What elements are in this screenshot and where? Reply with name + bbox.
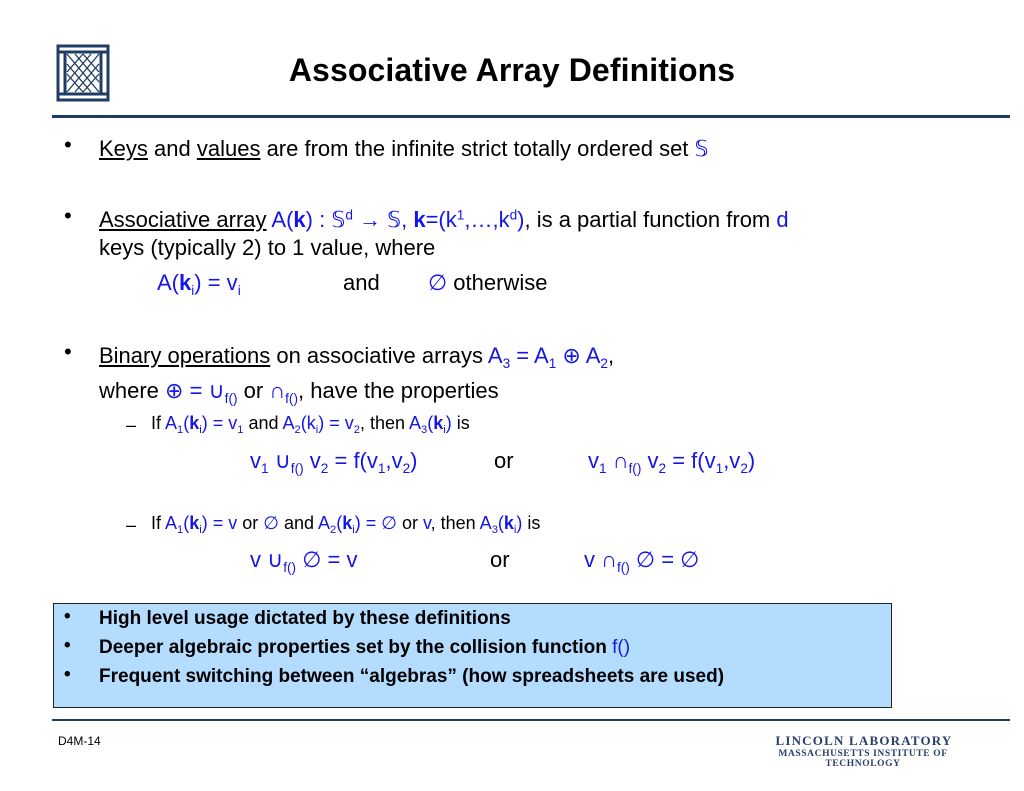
summary-item: Frequent switching between “algebras” (how spreadsheets are used) <box>99 666 725 687</box>
bullet: • <box>64 339 72 364</box>
mit-logo-text: MASSACHUSETTS INSTITUTE OF TECHNOLOGY <box>778 749 948 769</box>
associative-array-term: Associative array <box>99 207 267 232</box>
binary-operations-term: Binary operations <box>99 343 271 368</box>
collision-function: f() <box>612 637 631 658</box>
sub-bullet-dash: – <box>126 515 137 535</box>
summary-item: High level usage dictated by these definitions <box>99 608 511 629</box>
bullet: • <box>64 203 72 228</box>
sub-bullet-dash: – <box>126 415 137 435</box>
bullet: • <box>64 132 72 157</box>
title-divider <box>52 115 1010 118</box>
summary-bullet: • <box>64 606 71 627</box>
slide-code: D4M-14 <box>58 734 101 748</box>
bullet-associative-array: Associative array A(k) : 𝕊$^d$ → 𝕊, $k=(k^1,\dots,k^d)$, is a partial function from d <box>99 207 789 232</box>
summary-item: Deeper algebraic properties set by the collision function f() <box>99 637 631 658</box>
sub-bullet-condition-2: If $A_1(k_i) = v$ or ∅ and $A_2(k_i)$ = ∅ or v, then $A_3(k_i)$ is <box>151 513 541 536</box>
set-symbol: 𝕊 <box>694 136 709 161</box>
or-text: or <box>490 547 510 572</box>
sub-bullet-condition-1: If $A_1(k_i) = v_1$ and $A_2(k_i) = v_2$, then $A_3(k_i)$ is <box>151 413 470 436</box>
bullet-keys-values: Keys and values are from the infinite strict totally ordered set 𝕊 <box>99 136 709 161</box>
intersection-empty-formula: v $\cap_{f()}$ ∅ = ∅ <box>584 547 700 575</box>
footer-divider <box>52 719 1010 721</box>
summary-bullet: • <box>64 635 71 656</box>
bullet-binary-operations: Binary operations on associative arrays $A_3 = A_1$ ⊕ $A_2$, <box>99 343 615 371</box>
summary-bullet: • <box>64 664 71 685</box>
definition-otherwise: ∅ otherwise <box>428 270 548 295</box>
intersection-formula: $v_1$ $\cap_{f()}$ $v_2 = f(v_1,v_2)$ <box>588 448 756 476</box>
values-term: values <box>196 136 261 161</box>
page-title: Associative Array Definitions <box>288 52 736 88</box>
union-formula: $v_1$ $\cup_{f()}$ $v_2 = f(v_1,v_2)$ <box>250 448 418 476</box>
or-text: or <box>494 448 514 473</box>
definition-formula: $A(k_i) = v_i$ <box>157 270 241 298</box>
lincoln-laboratory-logo-text: LINCOLN LABORATORY <box>775 733 953 748</box>
definition-and: and <box>343 270 380 295</box>
bullet-associative-array-line2: keys (typically 2) to 1 value, where <box>99 235 436 260</box>
keys-term: Keys <box>99 136 148 161</box>
binary-operations-where: where ⊕ = $\cup_{f()}$ or $\cap_{f()}$, have the properties <box>99 378 499 406</box>
union-empty-formula: v $\cup_{f()}$ ∅ = v <box>250 547 358 575</box>
